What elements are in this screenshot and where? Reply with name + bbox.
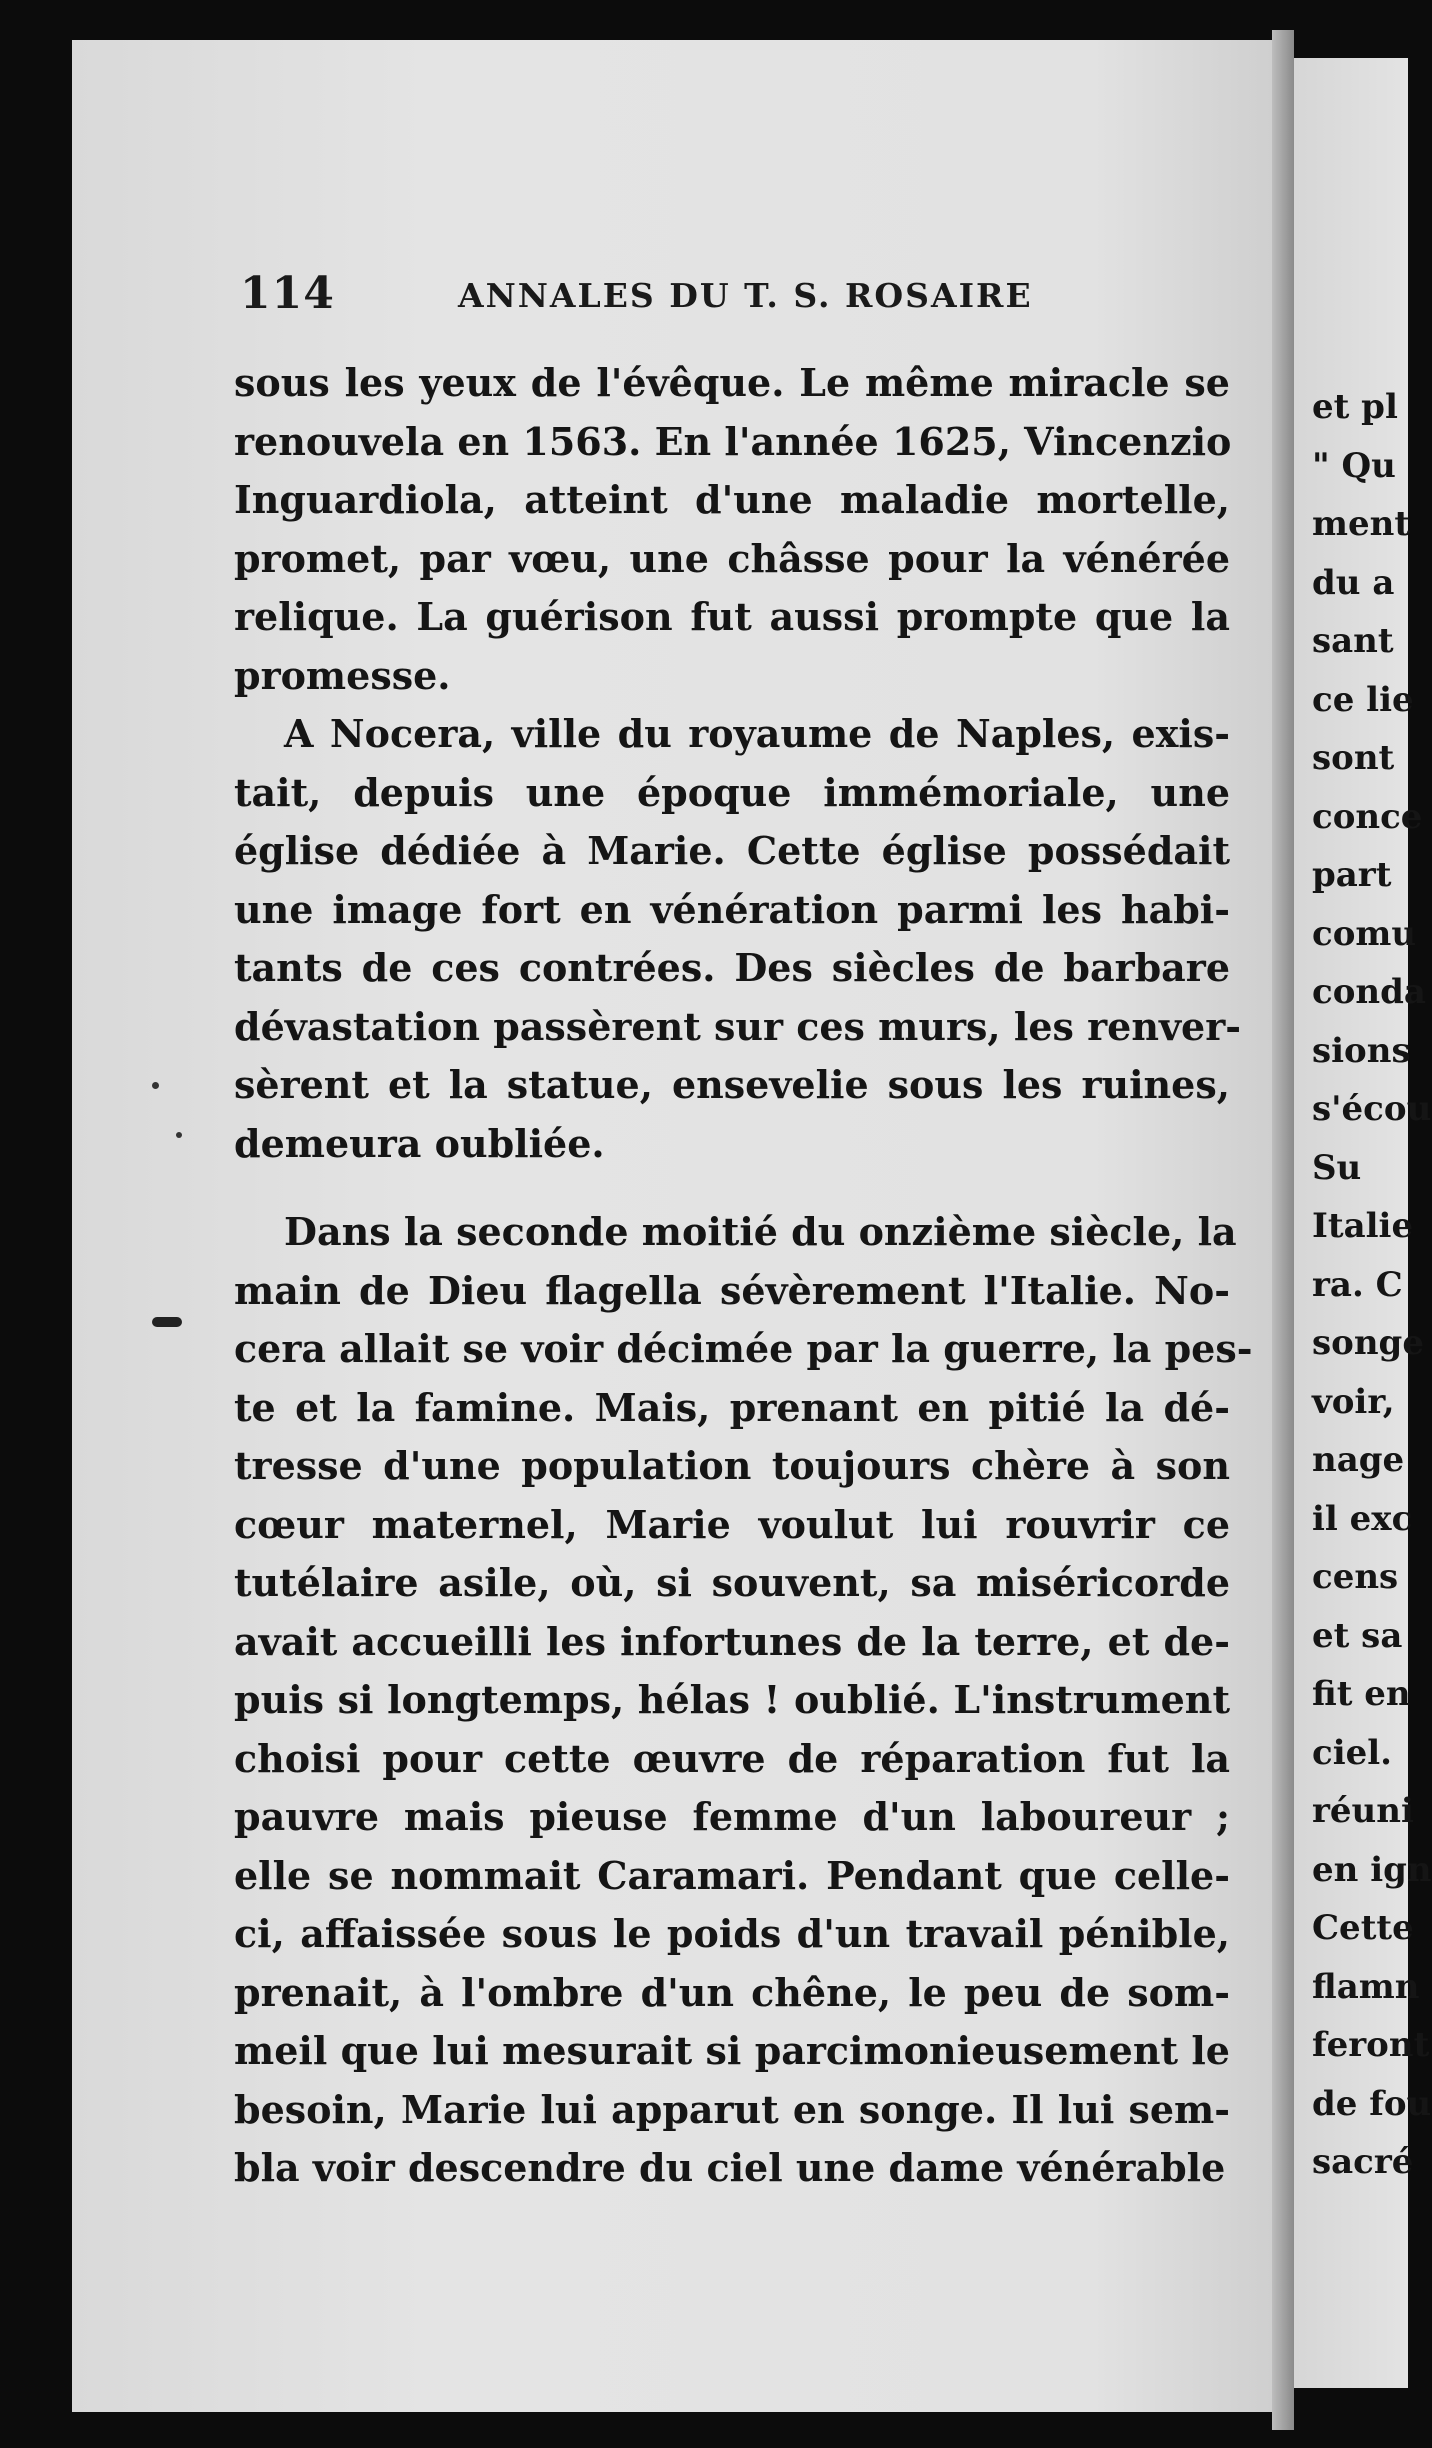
right-page-line: réuni [1312, 1791, 1414, 1831]
text-line: Dans la seconde moitié du onzième siècle, la [284, 1209, 1237, 1254]
right-page-line: cens [1312, 1557, 1399, 1597]
page-number: 114 [240, 268, 335, 319]
text-line: promesse. [234, 652, 451, 698]
right-page-line: sacré [1312, 2142, 1414, 2182]
text-line: prenait, à l'ombre d'un chêne, le peu de som- [234, 1969, 1230, 2015]
text-line: église dédiée à Marie. Cette église possédait [234, 828, 1230, 873]
right-page-line: il exc [1312, 1498, 1413, 1539]
paragraph-gap [234, 1173, 1230, 1203]
text-line: dévastation passèrent sur ces murs, les renver- [234, 1003, 1241, 1049]
text-line: pauvre mais pieuse femme d'un laboureur ; [234, 1794, 1230, 1839]
text-line: avait accueilli les infortunes de la terre, et de- [234, 1618, 1230, 1664]
right-page-line: " Qu [1312, 445, 1396, 486]
right-page-line: comu [1312, 913, 1417, 954]
text-line: cœur maternel, Marie voulut lui rouvrir ce [234, 1501, 1230, 1547]
right-page-line: Italie [1312, 1206, 1414, 1246]
right-page-line: sions [1312, 1030, 1411, 1071]
text-line: sèrent et la statue, ensevelie sous les ruines, [234, 1062, 1230, 1107]
text-line: renouvela en 1563. En l'année 1625, Vincenzio [234, 418, 1232, 464]
right-page-line: feront [1312, 2025, 1430, 2065]
margin-dot [152, 1082, 159, 1089]
right-page-line: fit en [1312, 1674, 1411, 1714]
right-page-line: ciel. [1312, 1732, 1393, 1773]
right-page-line: ce lie [1312, 679, 1414, 720]
text-line: cera allait se voir décimée par la guerre, la pes- [234, 1326, 1253, 1371]
text-line: puis si longtemps, hélas ! oublié. L'instrument [234, 1677, 1230, 1722]
margin-mark [152, 1317, 182, 1327]
text-line: tants de ces contrées. Des siècles de barbare [234, 945, 1230, 990]
text-line: bla voir descendre du ciel une dame vénérable [234, 2145, 1226, 2190]
text-line: tresse d'une population toujours chère à son [234, 1443, 1230, 1488]
text-line: te et la famine. Mais, prenant en pitié la dé- [234, 1384, 1230, 1430]
right-page-line: conce [1312, 796, 1423, 837]
text-line: Inguardiola, atteint d'une maladie mortelle, [234, 477, 1230, 522]
right-page-line: sant [1312, 621, 1394, 661]
running-head: ANNALES DU T. S. ROSAIRE [458, 276, 1033, 315]
right-page-line: du a [1312, 562, 1395, 603]
text-line: promet, par vœu, une châsse pour la vénérée [234, 535, 1230, 581]
right-page-line: ment [1312, 504, 1411, 544]
right-page-line: de fou [1312, 2083, 1432, 2124]
right-page-line: et sa [1312, 1615, 1403, 1656]
right-page-line: sont [1312, 738, 1395, 778]
margin-dot [176, 1132, 182, 1138]
right-page-line: nage [1312, 1440, 1405, 1480]
right-page-line: et pl [1312, 387, 1398, 427]
right-page-line: en ign [1312, 1849, 1432, 1890]
text-line: choisi pour cette œuvre de réparation fut la [234, 1735, 1230, 1781]
text-line: besoin, Marie lui apparut en songe. Il lui sem- [234, 2086, 1230, 2132]
right-page-line: part [1312, 855, 1392, 895]
right-page-line: flamn [1312, 1966, 1420, 2007]
right-page-line: voir, [1312, 1381, 1395, 1422]
text-line: elle se nommait Caramari. Pendant que celle- [234, 1852, 1230, 1898]
right-page-line: Cette [1312, 1908, 1414, 1948]
right-page-line: songe [1312, 1323, 1424, 1363]
text-line: relique. La guérison fut aussi prompte que la [234, 594, 1230, 639]
text-line: meil que lui mesurait si parcimonieusement le [234, 2028, 1230, 2073]
right-page-line: Su [1312, 1147, 1362, 1188]
text-line: tait, depuis une époque immémoriale, une [234, 769, 1230, 815]
right-page-line: conda [1312, 972, 1426, 1012]
text-line: main de Dieu flagella sévèrement l'Italie. No- [234, 1267, 1230, 1313]
text-line: une image fort en vénération parmi les habi- [234, 886, 1230, 932]
right-page-fragment [1294, 58, 1432, 2388]
text-line: sous les yeux de l'évêque. Le même miracle se [234, 360, 1230, 405]
text-line: tutélaire asile, où, si souvent, sa miséricorde [234, 1560, 1230, 1605]
text-line: ci, affaissée sous le poids d'un travail pénible, [234, 1911, 1230, 1956]
text-line: A Nocera, ville du royaume de Naples, exis- [284, 711, 1230, 756]
page-header [0, 268, 1408, 328]
right-page-line: ra. C [1312, 1264, 1403, 1305]
body-text [234, 354, 1253, 2198]
right-page-line: s'écou [1312, 1089, 1432, 1129]
text-line: demeura oubliée. [234, 1120, 605, 1166]
page-gutter [1272, 30, 1294, 2430]
